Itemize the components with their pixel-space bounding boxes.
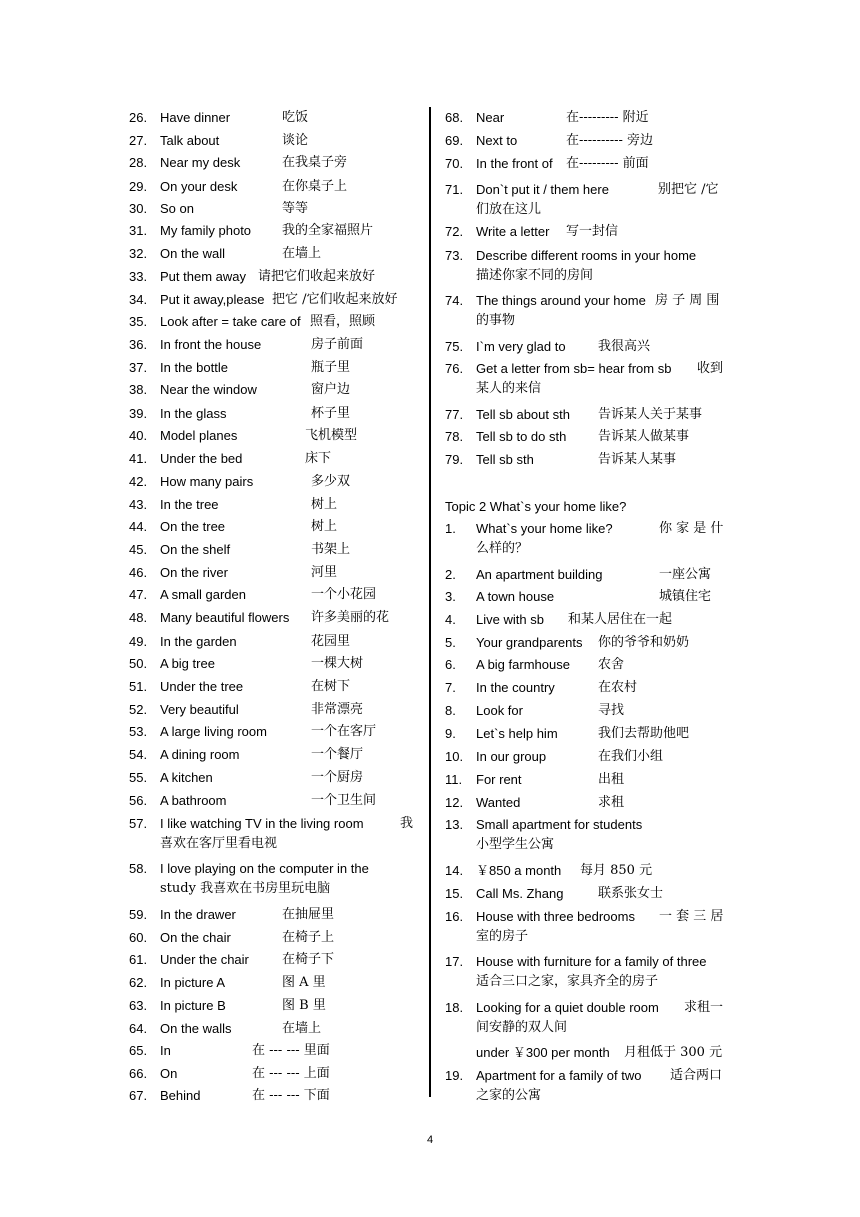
entry-english: Near — [476, 110, 505, 125]
entry-english: A kitchen — [160, 770, 213, 785]
entry-english: A big farmhouse — [476, 657, 570, 672]
entry-chinese: 图 A 里 — [282, 975, 326, 990]
entry-english: The things around your home — [476, 293, 646, 308]
entry-chinese: 城镇住宅 — [659, 589, 712, 604]
entry-number: 9. — [445, 726, 456, 741]
entry-number: 18. — [445, 1000, 464, 1015]
entry-english: Describe different rooms in your home — [476, 248, 697, 263]
entry-number: 67. — [129, 1088, 148, 1103]
entry-chinese: 在椅子下 — [282, 952, 335, 967]
entry-chinese: 在--------- 附近 — [566, 110, 649, 125]
topic-heading: Topic 2 What`s your home like? — [445, 499, 627, 514]
entry-number: 14. — [445, 863, 464, 878]
entry-chinese: 别把它 /它 — [658, 182, 719, 197]
entry-number: 40. — [129, 428, 148, 443]
entry-number: 29. — [129, 179, 148, 194]
entry-english: Tell sb sth — [476, 452, 534, 467]
entry-chinese: 收到 — [697, 361, 724, 376]
entry-chinese: 告诉某人做某事 — [598, 429, 690, 444]
entry-chinese: 在抽屉里 — [282, 907, 335, 922]
entry-number: 47. — [129, 587, 148, 602]
column-divider — [429, 107, 431, 1097]
entry-chinese: 在椅子上 — [282, 930, 335, 945]
entry-chinese: 在 --- --- 下面 — [252, 1088, 330, 1103]
entry-number: 38. — [129, 382, 148, 397]
entry-number: 57. — [129, 816, 148, 831]
entry-number: 16. — [445, 909, 464, 924]
entry-number: 11. — [445, 772, 463, 787]
entry-chinese: 书架上 — [311, 542, 351, 557]
entry-english: In the bottle — [160, 360, 228, 375]
entry-english: For rent — [476, 772, 522, 787]
entry-number: 50. — [129, 656, 148, 671]
entry-chinese: 房子前面 — [311, 337, 364, 352]
entry-continuation: 之家的公寓 — [476, 1088, 542, 1103]
entry-number: 43. — [129, 497, 148, 512]
entry-number: 66. — [129, 1066, 148, 1081]
entry-chinese: 飞机模型 — [305, 428, 358, 443]
entry-english: On — [160, 1066, 178, 1081]
entry-number: 1. — [445, 521, 456, 536]
entry-english: Tell sb to do sth — [476, 429, 567, 444]
entry-chinese: 适合两口 — [670, 1068, 723, 1083]
entry-english: In the front of — [476, 156, 553, 171]
entry-english: In our group — [476, 749, 547, 764]
entry-continuation: 描述你家不同的房间 — [476, 268, 594, 283]
entry-english: On your desk — [160, 179, 238, 194]
entry-chinese: 在你桌子上 — [282, 179, 348, 194]
entry-continuation: 某人的来信 — [476, 381, 542, 396]
entry-english: Look after = take care of — [160, 314, 301, 329]
entry-english: Let`s help him — [476, 726, 558, 741]
entry-number: 39. — [129, 406, 148, 421]
entry-continuation: 适合三口之家，家具齐全的房子 — [476, 974, 659, 989]
entry-number: 68. — [445, 110, 464, 125]
entry-chinese: 求租一 — [684, 1000, 724, 1015]
entry-english: Call Ms. Zhang — [476, 886, 564, 901]
entry-number: 64. — [129, 1021, 148, 1036]
entry-english: A small garden — [160, 587, 246, 602]
entry-chinese: 花园里 — [311, 634, 351, 649]
entry-chinese: 一 套 三 居 — [659, 909, 724, 924]
entry-continuation: 们放在这儿 — [476, 202, 542, 217]
entry-number: 6. — [445, 657, 456, 672]
entry-number: 19. — [445, 1068, 464, 1083]
entry-number: 8. — [445, 703, 456, 718]
entry-english: In the garden — [160, 634, 237, 649]
entry-number: 31. — [129, 223, 148, 238]
entry-english: Get a letter from sb= hear from sb — [476, 361, 672, 376]
page-number: 4 — [426, 1134, 434, 1146]
entry-english: Your grandparents — [476, 635, 583, 650]
entry-english: A dining room — [160, 747, 240, 762]
entry-chinese: 床下 — [305, 451, 332, 466]
entry-chinese: 许多美丽的花 — [311, 610, 390, 625]
entry-number: 62. — [129, 975, 148, 990]
entry-chinese: 树上 — [311, 519, 338, 534]
entry-english: Model planes — [160, 428, 238, 443]
entry-english: On the walls — [160, 1021, 232, 1036]
entry-number: 61. — [129, 952, 148, 967]
entry-english: Small apartment for students — [476, 817, 643, 832]
entry-chinese: 求租 — [598, 795, 625, 810]
entry-chinese: 告诉某人某事 — [598, 452, 677, 467]
entry-english: In the glass — [160, 406, 227, 421]
entry-number: 33. — [129, 269, 148, 284]
entry-english: I`m very glad to — [476, 339, 566, 354]
entry-number: 53. — [129, 724, 148, 739]
entry-number: 74. — [445, 293, 464, 308]
entry-chinese: 寻找 — [598, 703, 625, 718]
entry-number: 52. — [129, 702, 148, 717]
entry-chinese: 在 --- --- 里面 — [252, 1043, 330, 1058]
entry-chinese: 在墙上 — [282, 246, 322, 261]
entry-continuation: 么样的？ — [476, 541, 529, 556]
entry-number: 34. — [129, 292, 148, 307]
entry-english: ￥850 a month — [476, 863, 562, 878]
entry-english: In picture A — [160, 975, 226, 990]
entry-chinese: 我的全家福照片 — [282, 223, 374, 238]
entry-continuation: 的事物 — [476, 313, 516, 328]
entry-chinese: 在我们小组 — [598, 749, 664, 764]
entry-number: 75. — [445, 339, 464, 354]
entry-number: 26. — [129, 110, 148, 125]
entry-chinese: 一棵大树 — [311, 656, 364, 671]
entry-number: 73. — [445, 248, 464, 263]
entry-number: 77. — [445, 407, 464, 422]
entry-number: 10. — [445, 749, 464, 764]
entry-number: 58. — [129, 861, 148, 876]
entry-chinese: 写一封信 — [566, 224, 619, 239]
entry-number: 54. — [129, 747, 148, 762]
entry-number: 71. — [445, 182, 464, 197]
entry-number: 55. — [129, 770, 148, 785]
entry-english: Under the chair — [160, 952, 249, 967]
entry-chinese: 一座公寓 — [659, 567, 712, 582]
entry-chinese: 多少双 — [311, 474, 351, 489]
entry-english: Put them away — [160, 269, 246, 284]
entry-english: Under the bed — [160, 451, 243, 466]
entry-continuation: 室的房子 — [476, 929, 529, 944]
entry-number: 59. — [129, 907, 148, 922]
entry-chinese: 在我桌子旁 — [282, 155, 348, 170]
entry-english: Looking for a quiet double room — [476, 1000, 659, 1015]
entry-english: Behind — [160, 1088, 201, 1103]
entry-english: On the river — [160, 565, 228, 580]
entry-chinese: 农舍 — [598, 657, 625, 672]
entry-english: Don`t put it / them here — [476, 182, 609, 197]
entry-english: House with three bedrooms — [476, 909, 635, 924]
entry-chinese: 照看，照顾 — [310, 314, 376, 329]
entry-english: A large living room — [160, 724, 267, 739]
entry-number: 78. — [445, 429, 464, 444]
entry-chinese: 瓶子里 — [311, 360, 351, 375]
entry-number: 30. — [129, 201, 148, 216]
entry-english: In the drawer — [160, 907, 236, 922]
entry-chinese: 请把它们收起来放好 — [258, 269, 376, 284]
entry-english: House with furniture for a family of three — [476, 954, 707, 969]
entry-english: In — [160, 1043, 171, 1058]
entry-english: So on — [160, 201, 194, 216]
entry-english: Live with sb — [476, 612, 544, 627]
entry-number: 44. — [129, 519, 148, 534]
entry-english: On the tree — [160, 519, 226, 534]
entry-number: 15. — [445, 886, 464, 901]
entry-number: 7. — [445, 680, 456, 695]
entry-number: 36. — [129, 337, 148, 352]
entry-number: 32. — [129, 246, 148, 261]
entry-number: 69. — [445, 133, 464, 148]
entry-chinese: 谈论 — [282, 133, 309, 148]
entry-chinese: 联系张女士 — [598, 886, 664, 901]
entry-continuation: study 我喜欢在书房里玩电脑 — [160, 881, 331, 896]
entry-chinese: 把它 /它们收起来放好 — [272, 292, 398, 307]
entry-english: How many pairs — [160, 474, 254, 489]
entry-chinese: 在---------- 旁边 — [566, 133, 654, 148]
entry-number: 72. — [445, 224, 464, 239]
entry-chinese: 在--------- 前面 — [566, 156, 649, 171]
entry-english: Put it away,please — [160, 292, 265, 307]
entry-chinese: 你的爷爷和奶奶 — [598, 635, 690, 650]
entry-english: Near my desk — [160, 155, 241, 170]
entry-continuation: 间安静的双人间 — [476, 1020, 568, 1035]
entry-chinese: 一个厨房 — [311, 770, 364, 785]
entry-number: 17. — [445, 954, 464, 969]
entry-english: My family photo — [160, 223, 252, 238]
entry-number: 4. — [445, 612, 456, 627]
entry-chinese: 树上 — [311, 497, 338, 512]
entry-english: Have dinner — [160, 110, 231, 125]
entry-number: 48. — [129, 610, 148, 625]
entry-chinese: 杯子里 — [311, 406, 351, 421]
entry-chinese: 告诉某人关于某事 — [598, 407, 703, 422]
entry-chinese: 我很高兴 — [598, 339, 651, 354]
entry-english: Very beautiful — [160, 702, 239, 717]
entry-chinese: 等等 — [282, 201, 309, 216]
entry-english: In the country — [476, 680, 555, 695]
entry-number: 79. — [445, 452, 464, 467]
entry-number: 41. — [129, 451, 148, 466]
entry-number: 35. — [129, 314, 148, 329]
entry-english: A town house — [476, 589, 555, 604]
entry-english: A big tree — [160, 656, 215, 671]
entry-number: 56. — [129, 793, 148, 808]
entry-english: Write a letter — [476, 224, 550, 239]
entry-number: 45. — [129, 542, 148, 557]
entry-number: 65. — [129, 1043, 148, 1058]
entry-chinese: 月租低于 300 元 — [624, 1045, 723, 1060]
entry-chinese: 你 家 是 什 — [659, 521, 724, 536]
entry-english: In picture B — [160, 998, 226, 1013]
entry-english: Talk about — [160, 133, 220, 148]
entry-english: Apartment for a family of two — [476, 1068, 642, 1083]
entry-english: On the shelf — [160, 542, 231, 557]
entry-chinese: 一个小花园 — [311, 587, 377, 602]
entry-number: 3. — [445, 589, 456, 604]
entry-chinese: 河里 — [311, 565, 338, 580]
entry-english: under ￥300 per month — [476, 1045, 610, 1060]
entry-english: Tell sb about sth — [476, 407, 570, 422]
entry-continuation: 小型学生公寓 — [476, 837, 555, 852]
entry-chinese: 在墙上 — [282, 1021, 322, 1036]
entry-chinese: 每月 850 元 — [580, 863, 653, 878]
entry-number: 49. — [129, 634, 148, 649]
entry-chinese: 和某人居住在一起 — [568, 612, 673, 627]
entry-number: 2. — [445, 567, 456, 582]
entry-english: Next to — [476, 133, 518, 148]
entry-english: Many beautiful flowers — [160, 610, 290, 625]
entry-chinese: 房 子 周 围 — [655, 293, 720, 308]
entry-chinese: 在农村 — [598, 680, 638, 695]
entry-chinese: 我们去帮助他吧 — [598, 726, 690, 741]
entry-chinese: 窗户边 — [311, 382, 351, 397]
entry-english: On the chair — [160, 930, 231, 945]
entry-english: I love playing on the computer in the — [160, 861, 369, 876]
entry-chinese: 一个餐厅 — [311, 747, 364, 762]
entry-continuation: 喜欢在客厅里看电视 — [160, 836, 278, 851]
entry-number: 12. — [445, 795, 464, 810]
entry-number: 70. — [445, 156, 464, 171]
entry-number: 60. — [129, 930, 148, 945]
entry-english: A bathroom — [160, 793, 227, 808]
entry-chinese: 我 — [400, 816, 414, 831]
entry-number: 46. — [129, 565, 148, 580]
entry-english: Near the window — [160, 382, 257, 397]
entry-chinese: 在 --- --- 上面 — [252, 1066, 330, 1081]
entry-number: 5. — [445, 635, 456, 650]
entry-number: 42. — [129, 474, 148, 489]
entry-english: An apartment building — [476, 567, 603, 582]
entry-chinese: 非常漂亮 — [311, 702, 364, 717]
entry-english: In the tree — [160, 497, 219, 512]
entry-english: I like watching TV in the living room — [160, 816, 364, 831]
entry-chinese: 一个卫生间 — [311, 793, 377, 808]
entry-chinese: 一个在客厅 — [311, 724, 377, 739]
entry-chinese: 图 B 里 — [282, 998, 326, 1013]
entry-english: Wanted — [476, 795, 521, 810]
entry-english: Under the tree — [160, 679, 244, 694]
entry-chinese: 出租 — [598, 772, 625, 787]
entry-english: Look for — [476, 703, 523, 718]
entry-chinese: 在树下 — [311, 679, 351, 694]
entry-number: 37. — [129, 360, 148, 375]
entry-english: What`s your home like? — [476, 521, 613, 536]
entry-number: 51. — [129, 679, 148, 694]
entry-chinese: 吃饭 — [282, 110, 309, 125]
entry-english: In front the house — [160, 337, 262, 352]
entry-number: 63. — [129, 998, 148, 1013]
entry-number: 13. — [445, 817, 464, 832]
entry-number: 76. — [445, 361, 464, 376]
entry-english: On the wall — [160, 246, 226, 261]
entry-number: 27. — [129, 133, 148, 148]
entry-number: 28. — [129, 155, 148, 170]
